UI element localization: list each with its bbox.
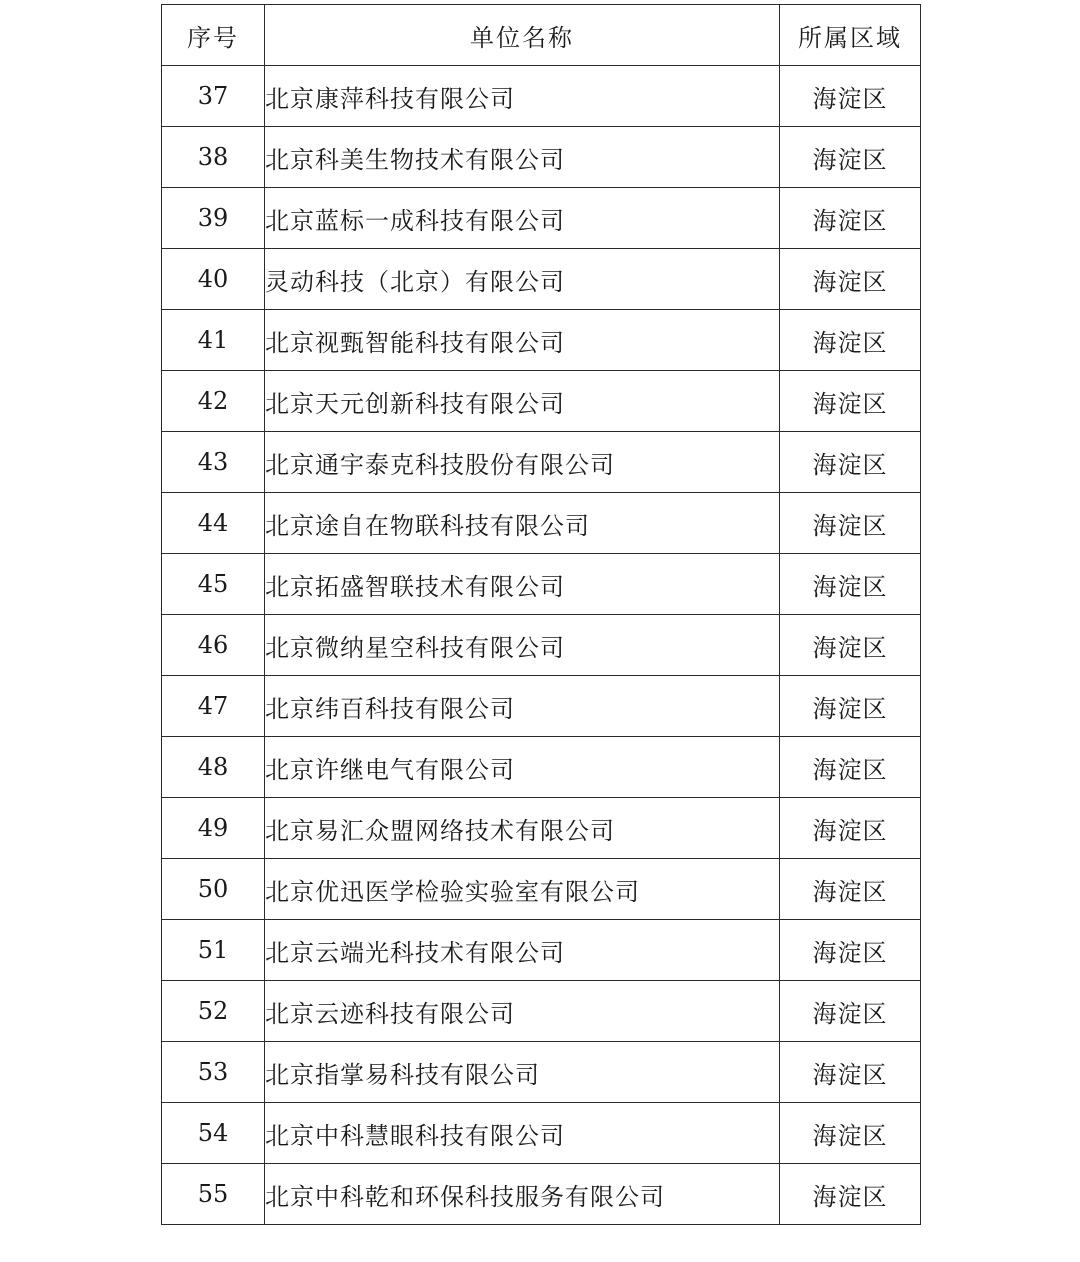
row-serial-number: 44 [162,493,265,554]
table-row [162,676,921,737]
row-serial-number: 55 [162,1164,265,1225]
row-district: 海淀区 [780,920,921,981]
table-header-row [162,5,921,66]
table-row [162,1103,921,1164]
row-district: 海淀区 [780,432,921,493]
row-unit-name: 北京途自在物联科技有限公司 [265,493,780,554]
row-district: 海淀区 [780,859,921,920]
row-unit-name: 北京云迹科技有限公司 [265,981,780,1042]
row-district: 海淀区 [780,1103,921,1164]
header-serial-number: 序号 [162,5,265,66]
row-district: 海淀区 [780,310,921,371]
row-serial-number: 37 [162,66,265,127]
row-serial-number: 45 [162,554,265,615]
table-row [162,66,921,127]
row-district: 海淀区 [780,554,921,615]
row-unit-name: 北京科美生物技术有限公司 [265,127,780,188]
table-row [162,127,921,188]
row-serial-number: 38 [162,127,265,188]
company-table [161,4,921,1225]
table-row [162,1042,921,1103]
row-serial-number: 50 [162,859,265,920]
row-unit-name: 北京易汇众盟网络技术有限公司 [265,798,780,859]
table-row [162,981,921,1042]
row-unit-name: 北京天元创新科技有限公司 [265,371,780,432]
table-row [162,432,921,493]
row-unit-name: 北京中科乾和环保科技服务有限公司 [265,1164,780,1225]
row-unit-name: 北京拓盛智联技术有限公司 [265,554,780,615]
row-unit-name: 北京指掌易科技有限公司 [265,1042,780,1103]
table-row [162,859,921,920]
header-district: 所属区域 [780,5,921,66]
row-serial-number: 51 [162,920,265,981]
row-unit-name: 北京纬百科技有限公司 [265,676,780,737]
row-serial-number: 47 [162,676,265,737]
row-district: 海淀区 [780,66,921,127]
table-row [162,798,921,859]
table-row [162,493,921,554]
row-district: 海淀区 [780,371,921,432]
row-unit-name: 北京云端光科技术有限公司 [265,920,780,981]
row-serial-number: 54 [162,1103,265,1164]
row-serial-number: 53 [162,1042,265,1103]
row-serial-number: 40 [162,249,265,310]
header-unit-name: 单位名称 [265,5,780,66]
row-serial-number: 43 [162,432,265,493]
row-unit-name: 北京中科慧眼科技有限公司 [265,1103,780,1164]
row-unit-name: 北京视甄智能科技有限公司 [265,310,780,371]
table-row [162,615,921,676]
row-serial-number: 42 [162,371,265,432]
table-row [162,1164,921,1225]
row-district: 海淀区 [780,493,921,554]
table-row [162,554,921,615]
row-district: 海淀区 [780,127,921,188]
row-serial-number: 39 [162,188,265,249]
row-unit-name: 北京微纳星空科技有限公司 [265,615,780,676]
row-serial-number: 46 [162,615,265,676]
row-serial-number: 49 [162,798,265,859]
table-row [162,249,921,310]
table-row [162,310,921,371]
table-row [162,188,921,249]
row-district: 海淀区 [780,981,921,1042]
table-body [162,66,921,1225]
table-row [162,737,921,798]
row-serial-number: 52 [162,981,265,1042]
row-district: 海淀区 [780,188,921,249]
table-row [162,920,921,981]
row-district: 海淀区 [780,1164,921,1225]
row-district: 海淀区 [780,676,921,737]
row-district: 海淀区 [780,1042,921,1103]
row-unit-name: 北京许继电气有限公司 [265,737,780,798]
row-district: 海淀区 [780,798,921,859]
table-row [162,371,921,432]
row-serial-number: 41 [162,310,265,371]
row-unit-name: 北京优迅医学检验实验室有限公司 [265,859,780,920]
row-district: 海淀区 [780,737,921,798]
row-district: 海淀区 [780,249,921,310]
row-unit-name: 北京康萍科技有限公司 [265,66,780,127]
row-district: 海淀区 [780,615,921,676]
row-unit-name: 北京蓝标一成科技有限公司 [265,188,780,249]
row-unit-name: 北京通宇泰克科技股份有限公司 [265,432,780,493]
row-unit-name: 灵动科技（北京）有限公司 [265,249,780,310]
row-serial-number: 48 [162,737,265,798]
